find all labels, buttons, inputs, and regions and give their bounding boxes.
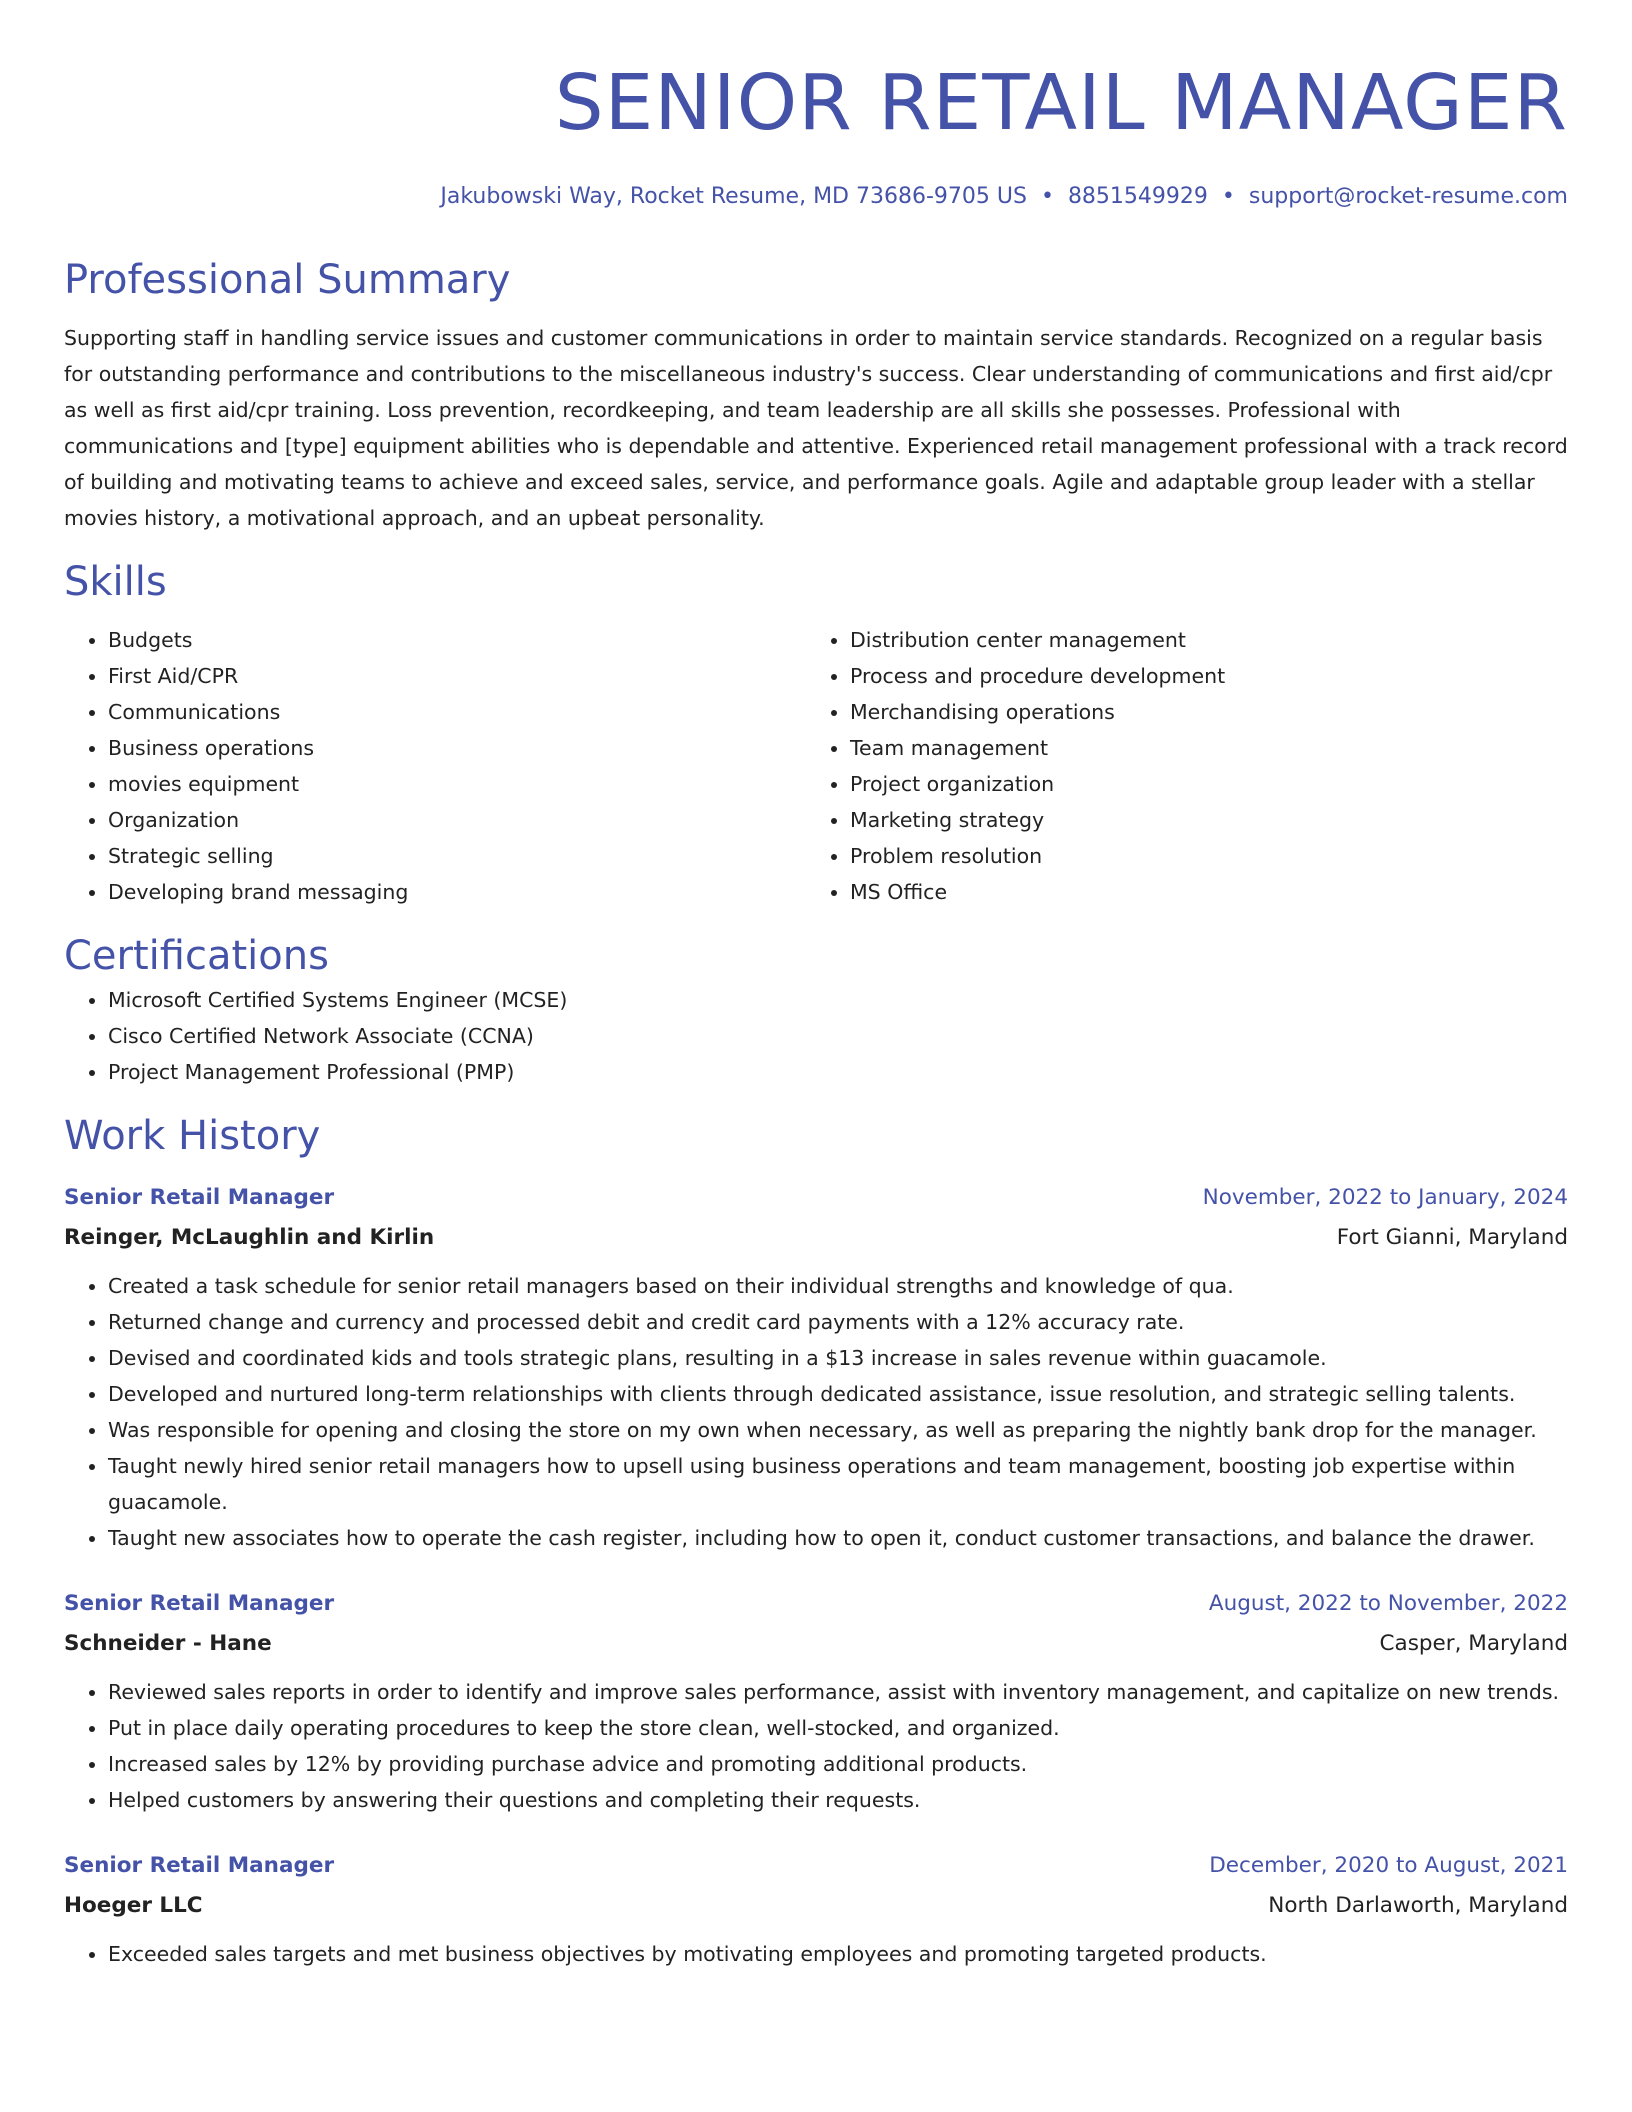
skill-item: • Problem resolution	[850, 838, 1548, 874]
certification-item: • Project Management Professional (PMP)	[108, 1054, 1568, 1090]
skills-heading: Skills	[64, 559, 167, 605]
job-company-row	[64, 1216, 1568, 1256]
job-duty-item: • Taught new associates how to operate the cash register, including how to open it, conduct customer transactions, and balance the drawer.	[108, 1520, 1568, 1556]
summary-text: Supporting staff in handling service issues and customer communications in order to maintain service standards. Recognized on a regular basis for outstanding performance and contributions to the miscellaneous industry's success. Clear understanding of communications and first aid/cpr as well as first aid/cpr training. Loss prevention, recordkeeping, and team leadership are all skills she possesses. Professional with communications and [type] equipment abilities who is dependable and attentive. Experienced retail management professional with a track record of building and motivating teams to achieve and exceed sales, service, and performance goals. Agile and adaptable group leader with a stellar movies history, a motivational approach, and an upbeat personality.	[64, 326, 1568, 530]
job-entry	[64, 1180, 1568, 1556]
skill-item: • Business operations	[108, 730, 806, 766]
skill-item: • Marketing strategy	[850, 802, 1548, 838]
job-location: Fort Gianni, Maryland	[1336, 1225, 1568, 1250]
job-dates: August, 2022 to November, 2022	[1208, 1591, 1568, 1616]
certification-item: • Microsoft Certified Systems Engineer (MCSE)	[108, 982, 1568, 1018]
job-title: Senior Retail Manager	[64, 1591, 335, 1616]
job-entry	[64, 1848, 1568, 1972]
skills-column-right	[806, 622, 1548, 910]
resume-page	[64, 0, 1568, 1972]
job-duty-item: • Taught newly hired senior retail managers how to upsell using business operations and team management, boosting job expertise within guacamole.	[108, 1448, 1568, 1520]
job-dates: November, 2022 to January, 2024	[1202, 1185, 1568, 1210]
skill-item: • Organization	[108, 802, 806, 838]
job-duty-item: • Was responsible for opening and closing the store on my own when necessary, as well as preparing the nightly bank drop for the manager.	[108, 1412, 1568, 1448]
job-location: North Darlaworth, Maryland	[1268, 1893, 1568, 1918]
job-header-row	[64, 1180, 1568, 1216]
certification-item: • Cisco Certified Network Associate (CCNA)	[108, 1018, 1568, 1054]
job-entry	[64, 1586, 1568, 1818]
job-header-row	[64, 1586, 1568, 1622]
skill-item: • Budgets	[108, 622, 806, 658]
job-company-row	[64, 1884, 1568, 1924]
job-duty-item: • Exceeded sales targets and met business objectives by motivating employees and promoting targeted products.	[108, 1936, 1568, 1972]
job-duty-item: • Created a task schedule for senior retail managers based on their individual strengths and knowledge of qua.	[108, 1268, 1568, 1304]
skill-item: • First Aid/CPR	[108, 658, 806, 694]
skills-list	[64, 622, 1568, 910]
skill-item: • Process and procedure development	[850, 658, 1548, 694]
skill-item: • Team management	[850, 730, 1548, 766]
skills-column-left	[64, 622, 806, 910]
job-duty-item: • Increased sales by 12% by providing purchase advice and promoting additional products.	[108, 1746, 1568, 1782]
contact-phone: 8851549929	[1067, 184, 1208, 209]
resume-title: SENIOR RETAIL MANAGER	[554, 59, 1568, 148]
skill-item: • MS Office	[850, 874, 1548, 910]
contact-separator: •	[1221, 184, 1235, 209]
job-duty-item: • Helped customers by answering their questions and completing their requests.	[108, 1782, 1568, 1818]
job-location: Casper, Maryland	[1379, 1631, 1568, 1656]
job-duty-item: • Put in place daily operating procedures to keep the store clean, well-stocked, and organized.	[108, 1710, 1568, 1746]
summary-heading: Professional Summary	[64, 257, 511, 303]
job-duty-item: • Reviewed sales reports in order to identify and improve sales performance, assist with inventory management, and capitalize on new trends.	[108, 1674, 1568, 1710]
job-title: Senior Retail Manager	[64, 1853, 335, 1878]
skill-item: • Project organization	[850, 766, 1548, 802]
certifications-heading: Certifications	[64, 933, 329, 979]
work-history-heading: Work History	[64, 1113, 321, 1159]
contact-line	[64, 180, 1568, 214]
certifications-list	[64, 982, 1568, 1090]
job-duties-list	[64, 1936, 1568, 1972]
skill-item: • movies equipment	[108, 766, 806, 802]
job-company: Hoeger LLC	[64, 1893, 203, 1918]
contact-separator: •	[1040, 184, 1054, 209]
job-company-row	[64, 1622, 1568, 1662]
job-company: Reinger, McLaughlin and Kirlin	[64, 1225, 435, 1250]
contact-address: Jakubowski Way, Rocket Resume, MD 73686-9705 US	[440, 184, 1027, 209]
job-duty-item: • Developed and nurtured long-term relationships with clients through dedicated assistance, issue resolution, and strategic selling talents.	[108, 1376, 1568, 1412]
skill-item: • Merchandising operations	[850, 694, 1548, 730]
contact-email: support@rocket-resume.com	[1248, 184, 1568, 209]
job-dates: December, 2020 to August, 2021	[1209, 1853, 1568, 1878]
skill-item: • Communications	[108, 694, 806, 730]
job-company: Schneider - Hane	[64, 1631, 272, 1656]
job-duty-item: • Devised and coordinated kids and tools strategic plans, resulting in a $13 increase in sales revenue within guacamole.	[108, 1340, 1568, 1376]
job-title: Senior Retail Manager	[64, 1185, 335, 1210]
job-duties-list	[64, 1268, 1568, 1556]
skill-item: • Developing brand messaging	[108, 874, 806, 910]
job-header-row	[64, 1848, 1568, 1884]
job-duties-list	[64, 1674, 1568, 1818]
job-duty-item: • Returned change and currency and processed debit and credit card payments with a 12% accuracy rate.	[108, 1304, 1568, 1340]
skill-item: • Strategic selling	[108, 838, 806, 874]
skill-item: • Distribution center management	[850, 622, 1548, 658]
